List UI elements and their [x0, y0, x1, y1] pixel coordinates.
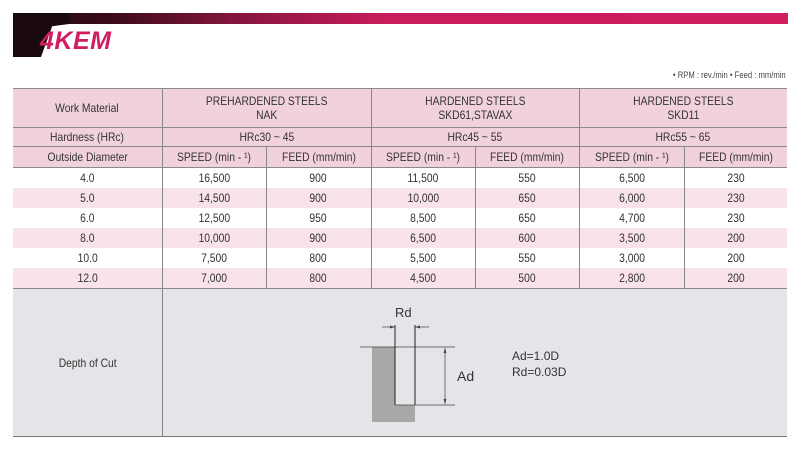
outside-diameter-label: Outside Diameter	[13, 147, 162, 168]
value-cell: 230	[684, 208, 787, 228]
value-cell: 16,500	[162, 168, 266, 189]
depth-of-cut-label: Depth of Cut	[13, 289, 162, 437]
material-header-1: HARDENED STEELS SKD61,STAVAX	[371, 89, 579, 128]
value-cell: 5,500	[371, 248, 475, 268]
value-cell: 500	[475, 268, 579, 289]
work-material-label: Work Material	[13, 89, 162, 128]
feed-header: FEED (mm/min)	[266, 147, 371, 168]
diameter-cell: 8.0	[13, 228, 162, 248]
table-row	[13, 168, 787, 189]
value-cell: 14,500	[162, 188, 266, 208]
value-cell: 230	[684, 168, 787, 189]
table-row	[13, 208, 787, 228]
diameter-cell: 10.0	[13, 248, 162, 268]
value-cell: 650	[475, 188, 579, 208]
table-row	[13, 228, 787, 248]
hardness-value-1: HRc45 ~ 55	[371, 128, 579, 147]
material-header-2: HARDENED STEELS SKD11	[579, 89, 787, 128]
value-cell: 10,000	[162, 228, 266, 248]
value-cell: 4,700	[579, 208, 684, 228]
value-cell: 2,800	[579, 268, 684, 289]
feed-header: FEED (mm/min)	[475, 147, 579, 168]
workpiece-shape	[372, 347, 415, 422]
value-cell: 950	[266, 208, 371, 228]
value-cell: 4,500	[371, 268, 475, 289]
table-row	[13, 248, 787, 268]
value-cell: 200	[684, 248, 787, 268]
hardness-label: Hardness (HRc)	[13, 128, 162, 147]
value-cell: 230	[684, 188, 787, 208]
diameter-header-row	[13, 147, 787, 168]
material-header-0: PREHARDENED STEELS NAK	[162, 89, 371, 128]
hardness-row	[13, 128, 787, 147]
hardness-value-0: HRc30 ~ 45	[162, 128, 371, 147]
value-cell: 600	[475, 228, 579, 248]
value-cell: 550	[475, 168, 579, 189]
header-bar	[13, 13, 788, 24]
depth-of-cut-diagram	[355, 300, 605, 430]
page-title: 4KEM	[40, 27, 112, 55]
diameter-cell: 6.0	[13, 208, 162, 228]
value-cell: 900	[266, 188, 371, 208]
ad-formula: Ad=1.0D	[512, 349, 560, 363]
value-cell: 7,500	[162, 248, 266, 268]
diameter-cell: 12.0	[13, 268, 162, 289]
work-material-row	[13, 89, 787, 128]
value-cell: 3,000	[579, 248, 684, 268]
value-cell: 550	[475, 248, 579, 268]
value-cell: 200	[684, 268, 787, 289]
value-cell: 8,500	[371, 208, 475, 228]
table-row	[13, 188, 787, 208]
value-cell: 650	[475, 208, 579, 228]
speed-header: SPEED (min - ¹)	[579, 147, 684, 168]
value-cell: 7,000	[162, 268, 266, 289]
ad-label: Ad	[457, 368, 475, 384]
value-cell: 11,500	[371, 168, 475, 189]
value-cell: 6,500	[371, 228, 475, 248]
diameter-cell: 4.0	[13, 168, 162, 189]
diameter-cell: 5.0	[13, 188, 162, 208]
value-cell: 800	[266, 248, 371, 268]
value-cell: 200	[684, 228, 787, 248]
value-cell: 800	[266, 268, 371, 289]
rd-label: Rd	[395, 305, 412, 320]
value-cell: 3,500	[579, 228, 684, 248]
table-row	[13, 268, 787, 289]
units-note: • RPM : rev./min • Feed : mm/min	[673, 70, 786, 80]
value-cell: 6,000	[579, 188, 684, 208]
value-cell: 6,500	[579, 168, 684, 189]
speed-header: SPEED (min - ¹)	[162, 147, 266, 168]
value-cell: 900	[266, 168, 371, 189]
value-cell: 10,000	[371, 188, 475, 208]
speed-header: SPEED (min - ¹)	[371, 147, 475, 168]
value-cell: 12,500	[162, 208, 266, 228]
hardness-value-2: HRc55 ~ 65	[579, 128, 787, 147]
rd-formula: Rd=0.03D	[512, 365, 567, 379]
value-cell: 900	[266, 228, 371, 248]
feed-header: FEED (mm/min)	[684, 147, 787, 168]
